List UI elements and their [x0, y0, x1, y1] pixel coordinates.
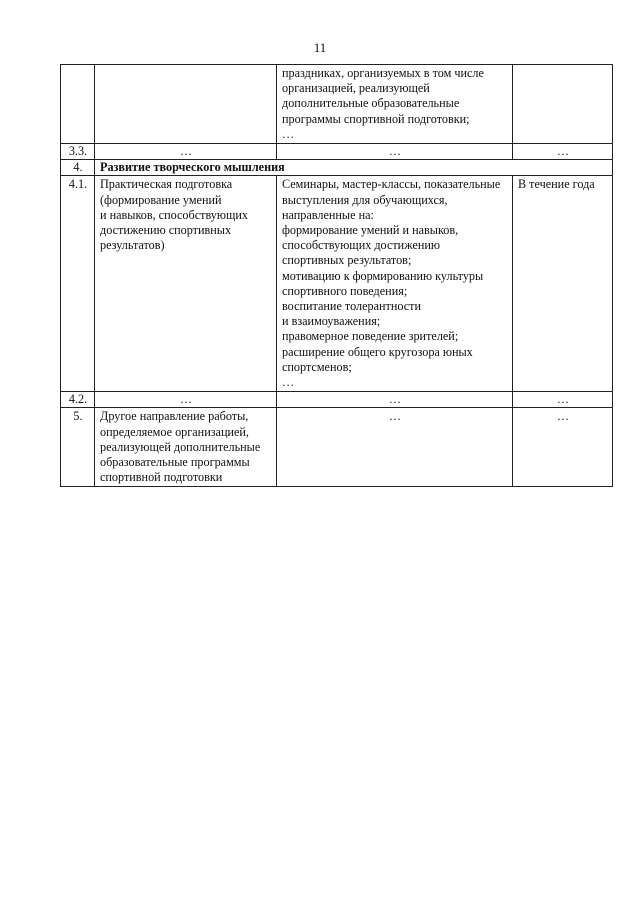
- activity-line: Семинары, мастер-классы, показательные: [282, 177, 501, 192]
- activity-line: правомерное поведение зрителей;: [282, 329, 459, 344]
- section-title: Развитие творческого мышления: [95, 160, 613, 176]
- direction-cell: …: [95, 144, 277, 160]
- plan-table: [60, 64, 613, 487]
- direction-line: и навыков, способствующих: [100, 207, 248, 222]
- direction-line: Практическая подготовка: [100, 177, 233, 192]
- activity-line: …: [282, 126, 295, 141]
- row-number-cell: 4.: [61, 160, 95, 176]
- table-row-3-3: [61, 144, 613, 160]
- row-number-cell: 3.3.: [61, 144, 95, 160]
- row-number-cell: 5.: [61, 408, 95, 487]
- term-cell: …: [513, 392, 613, 408]
- activity-line: выступления для обучающихся,: [282, 192, 448, 207]
- table-row-section-4: [61, 160, 613, 176]
- activity-cell: …: [277, 144, 513, 160]
- activity-line: спортивного поведения;: [282, 283, 408, 298]
- direction-line: результатов): [100, 238, 165, 253]
- direction-line: реализующей дополнительные: [100, 439, 261, 454]
- direction-line: образовательные программы: [100, 455, 250, 470]
- activity-line: программы спортивной подготовки;: [282, 111, 470, 126]
- activity-line: способствующих достижению: [282, 238, 441, 253]
- direction-line: (формирование умений: [100, 192, 222, 207]
- activity-line: организацией, реализующей: [282, 81, 430, 96]
- activity-cell: …: [277, 392, 513, 408]
- activity-line: и взаимоуважения;: [282, 314, 381, 329]
- term-cell: В течение года: [513, 176, 613, 392]
- direction-line: спортивной подготовки: [100, 470, 223, 485]
- table-row-continuation: [61, 65, 613, 144]
- row-number-cell: 4.2.: [61, 392, 95, 408]
- direction-cell: …: [95, 392, 277, 408]
- direction-cell: [95, 65, 277, 144]
- table-row-5: [61, 408, 613, 487]
- activity-cell: [277, 176, 513, 392]
- page-number: 11: [313, 40, 327, 55]
- activity-line: спортивных результатов;: [282, 253, 412, 268]
- direction-line: Другое направление работы,: [100, 409, 249, 424]
- term-cell: [513, 65, 613, 144]
- direction-line: определяемое организацией,: [100, 424, 249, 439]
- activity-line: спортсменов;: [282, 359, 352, 374]
- row-number-cell: 4.1.: [61, 176, 95, 392]
- activity-cell: …: [277, 408, 513, 487]
- activity-line: воспитание толерантности: [282, 299, 422, 314]
- table-row-4-1: [61, 176, 613, 392]
- term-cell: …: [513, 408, 613, 487]
- direction-line: достижению спортивных: [100, 223, 232, 238]
- activity-line: направленные на:: [282, 207, 374, 222]
- direction-cell: [95, 176, 277, 392]
- activity-line: формирование умений и навыков,: [282, 223, 459, 238]
- activity-line: дополнительные образовательные: [282, 96, 460, 111]
- activity-line: праздниках, организуемых в том числе: [282, 66, 484, 80]
- activity-line: …: [282, 375, 295, 390]
- activity-line: расширение общего кругозора юных: [282, 344, 473, 359]
- row-number-cell: [61, 65, 95, 144]
- activity-line: мотивацию к формированию культуры: [282, 268, 484, 283]
- activity-cell: [277, 65, 513, 144]
- table-row-4-2: [61, 392, 613, 408]
- direction-cell: [95, 408, 277, 487]
- term-cell: …: [513, 144, 613, 160]
